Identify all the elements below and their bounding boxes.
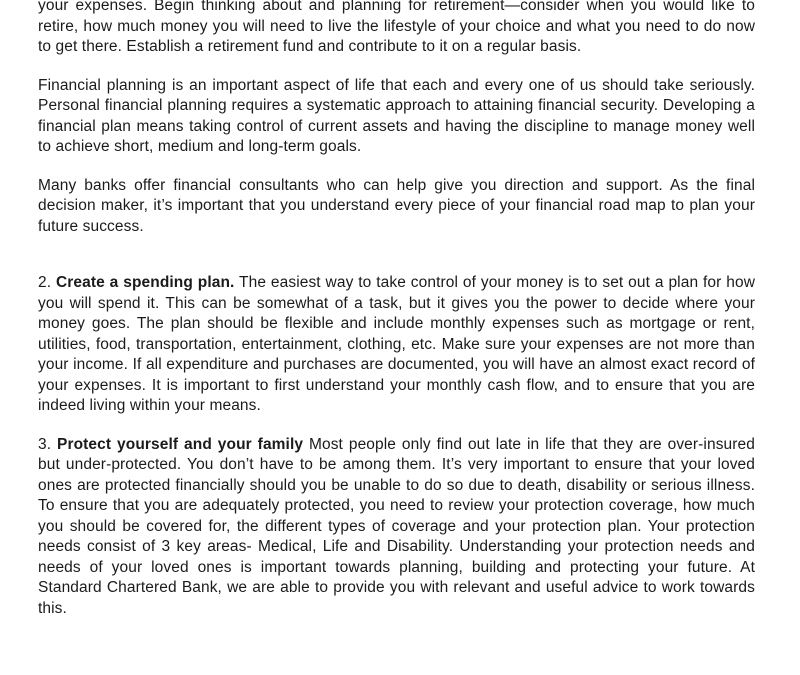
paragraph xyxy=(38,76,755,158)
paragraph-text: Financial planning is an important aspect of life that each and every one of us should take seriously. Personal financial planning requires a systematic approach to attaining financial security. Developing a financial plan means taking control of current assets and having the discipline to manage money well to achieve short, medium and long-term goals. xyxy=(38,76,755,155)
paragraph-text: The easiest way to take control of your money is to set out a plan for how you will spend it. This can be somewhat of a task, but it gives you the power to decide where your money goes. The plan should be flexible and include monthly expenses such as mortgage or rent, utilities, food, transportation, entertainment, clothing, etc. Make sure your expenses are not more than your income. If all expenditure and purchases are documented, you will have an almost exact record of your expenses. It is important to first understand your monthly cash flow, and to ensure that you are indeed living within your means. xyxy=(38,274,755,414)
paragraph xyxy=(38,0,755,58)
paragraph xyxy=(38,435,755,620)
paragraph-heading: Create a spending plan. xyxy=(55,274,235,291)
document-text xyxy=(38,0,755,619)
list-number: 3. xyxy=(38,435,58,453)
paragraph-heading: Protect yourself and your family xyxy=(57,435,304,453)
paragraph xyxy=(38,176,755,238)
paragraph-text: your expenses. Begin thinking about and planning for retirement—consider when you would like to retire, how much money you will need to live the lifestyle of your choice and what you need to do now to get there. Establish a retirement fund and contribute to it on a regular basis. xyxy=(38,0,755,55)
list-number: 2. xyxy=(38,274,56,291)
paragraph-text: Many banks offer financial consultants who can help give you direction and support. As the final decision maker, it’s important that you understand every piece of your financial road map to plan your future success. xyxy=(38,176,755,235)
paragraph xyxy=(38,273,755,417)
paragraph-text: Most people only find out late in life that they are over-insured but under-protected. You don’t have to be among them. It’s very important to ensure that your loved ones are protected financially should you be unable to do so due to death, disability or serious illness. To ensure that you are adequately protected, you need to review your protection coverage, how much you should be covered for, the different types of coverage and your protection plan. Your protection needs consist of 3 key areas- Medical, Life and Disability. Understanding your protection needs and needs of your loved ones is important towards planning, building and protecting your future. At Standard Chartered Bank, we are able to provide you with relevant and useful advice to work towards this. xyxy=(38,435,755,617)
